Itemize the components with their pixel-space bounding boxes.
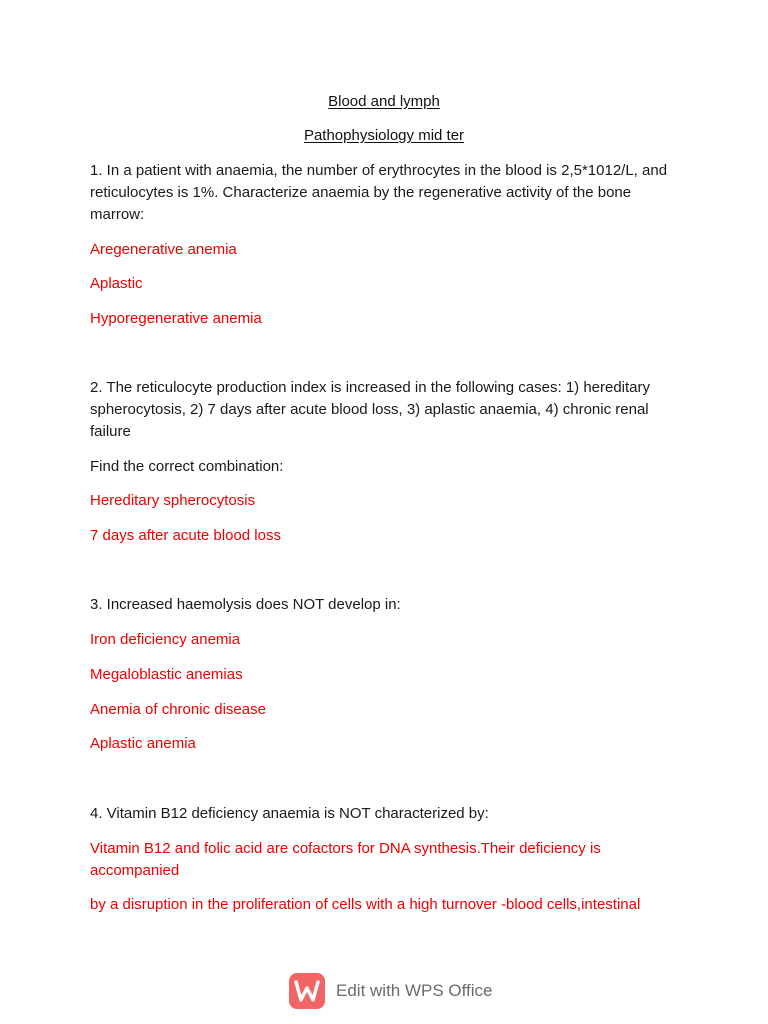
question-text-line: spherocytosis, 2) 7 days after acute blood loss, 3) aplastic anaemia, 4) chronic renal xyxy=(90,401,649,418)
question-text-line: failure xyxy=(90,423,131,440)
wps-footer[interactable] xyxy=(289,972,493,1010)
question-text-line: marrow: xyxy=(90,206,145,223)
answer-line: accompanied xyxy=(90,862,180,879)
answer-line: Iron deficiency anemia xyxy=(90,631,241,648)
question-text-line: 3. Increased haemolysis does NOT develop in: xyxy=(90,596,401,613)
answer-line: Aplastic xyxy=(90,275,143,292)
wps-footer-label: Edit with WPS Office xyxy=(336,981,493,1000)
wps-w-glyph-icon xyxy=(294,980,320,1002)
question-text-line: 4. Vitamin B12 deficiency anaemia is NOT characterized by: xyxy=(90,805,489,822)
answer-line: Hereditary spherocytosis xyxy=(90,492,256,509)
question-text-line: 1. In a patient with anaemia, the number of erythrocytes in the blood is 2,5*1012/L, and xyxy=(90,162,668,179)
answer-line: Vitamin B12 and folic acid are cofactors for DNA synthesis.Their deficiency is xyxy=(90,840,601,857)
answer-line: Aregenerative anemia xyxy=(90,241,237,258)
answer-line: Anemia of chronic disease xyxy=(90,701,266,718)
answer-line: Megaloblastic anemias xyxy=(90,666,243,683)
answer-line: 7 days after acute blood loss xyxy=(90,527,281,544)
wps-office-logo-icon xyxy=(289,973,325,1009)
document-title: Blood and lymph xyxy=(328,93,440,110)
answer-line: Hyporegenerative anemia xyxy=(90,310,262,327)
question-text-line: reticulocytes is 1%. Characterize anaemia by the regenerative activity of the bone xyxy=(90,184,632,201)
document-subtitle: Pathophysiology mid ter xyxy=(303,127,465,144)
question-text-line: 2. The reticulocyte production index is increased in the following cases: 1) hereditary xyxy=(90,379,651,396)
question-prompt: Find the correct combination: xyxy=(90,458,284,475)
answer-line: by a disruption in the proliferation of cells with a high turnover -blood cells,intestinal xyxy=(90,896,641,913)
answer-line: Aplastic anemia xyxy=(90,735,196,752)
